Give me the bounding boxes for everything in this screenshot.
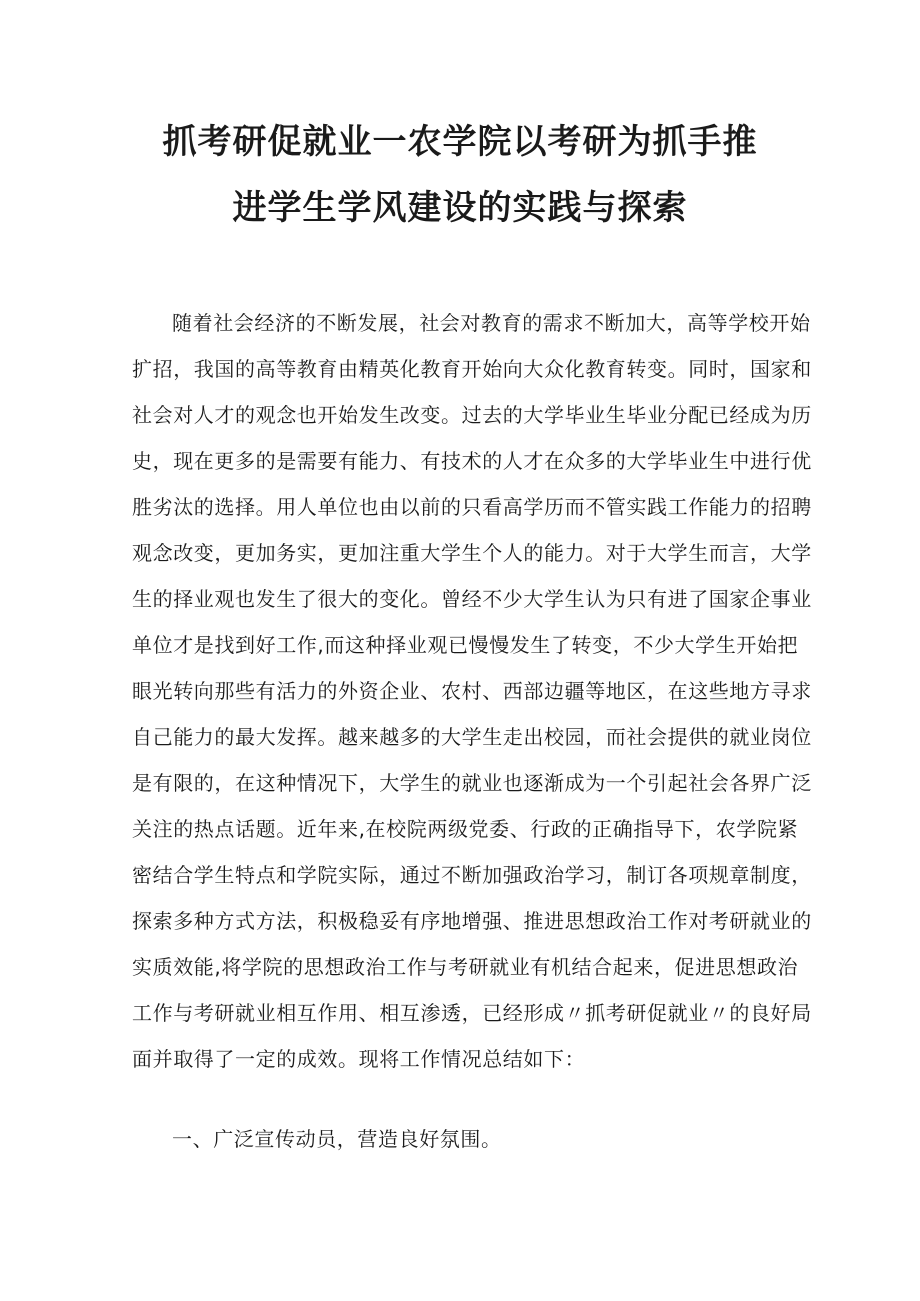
paragraph-line: 是有限的，在这种情况下，大学生的就业也逐渐成为一个引起社会各界广泛 <box>132 771 812 795</box>
paragraph-line: 眼光转向那些有活力的外资企业、农村、西部边疆等地区，在这些地方寻求 <box>132 679 812 703</box>
paragraph-line: 随着社会经济的不断发展，社会对教育的需求不断加大，高等学校开始 <box>172 311 811 335</box>
paragraph-line: 生的择业观也发生了很大的变化。曾经不少大学生认为只有进了国家企事业 <box>132 587 812 611</box>
document-title-line-1: 抓考研促就业一农学院以考研为抓手推 <box>162 122 758 162</box>
paragraph-line: 探索多种方式方法，积极稳妥有序地增强、推进思想政治工作对考研就业的 <box>132 909 812 933</box>
paragraph-line: 观念改变，更加务实，更加注重大学生个人的能力。对于大学生而言，大学 <box>132 541 812 565</box>
document-title-line-2: 进学生学风建设的实践与探索 <box>232 188 688 228</box>
paragraph-line: 单位才是找到好工作,而这种择业观已慢慢发生了转变，不少大学生开始把 <box>132 633 799 657</box>
paragraph-line: 面并取得了一定的成效。现将工作情况总结如下： <box>132 1047 586 1071</box>
intro-paragraph <box>132 300 812 1082</box>
section-heading-1: 一、广泛宣传动员，营造良好氛围。 <box>172 1127 502 1151</box>
paragraph-line: 密结合学生特点和学院实际，通过不断加强政治学习，制订各项规章制度， <box>132 863 812 887</box>
paragraph-line: 社会对人才的观念也开始发生改变。过去的大学毕业生毕业分配已经成为历 <box>132 403 812 427</box>
paragraph-line: 自己能力的最大发挥。越来越多的大学生走出校园，而社会提供的就业岗位 <box>132 725 812 749</box>
paragraph-line: 工作与考研就业相互作用、相互渗透，已经形成〃抓考研促就业〃的良好局 <box>132 1001 812 1025</box>
paragraph-line: 实质效能,将学院的思想政治工作与考研就业有机结合起来，促进思想政治 <box>132 955 799 979</box>
paragraph-line: 史，现在更多的是需要有能力、有技术的人才在众多的大学毕业生中进行优 <box>132 449 812 473</box>
paragraph-line: 关注的热点话题。近年来,在校院两级党委、行政的正确指导下，农学院紧 <box>132 817 799 841</box>
paragraph-line: 胜劣汰的选择。用人单位也由以前的只看高学历而不管实践工作能力的招聘 <box>132 495 812 519</box>
paragraph-line: 扩招，我国的高等教育由精英化教育开始向大众化教育转变。同时，国家和 <box>132 357 812 381</box>
